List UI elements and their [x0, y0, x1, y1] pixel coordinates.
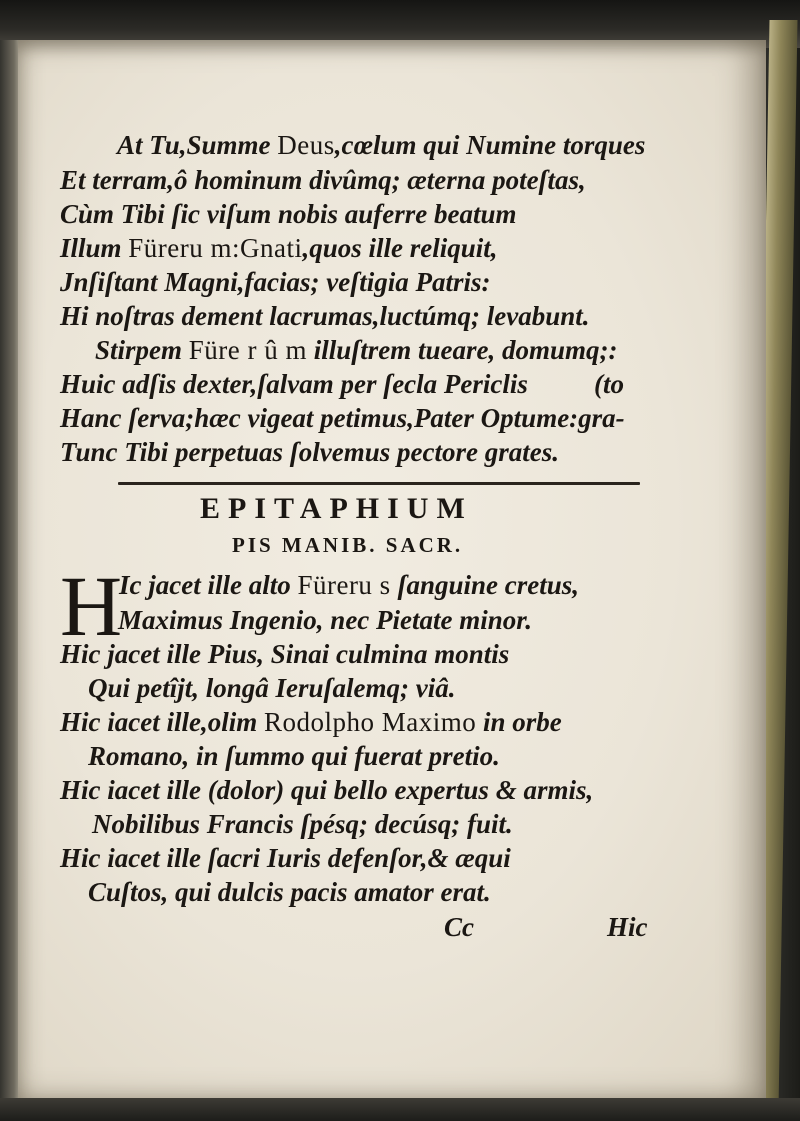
verse-line-5 — [60, 269, 490, 296]
family-name: Füre r û m — [188, 335, 307, 365]
signature-mark: Cc — [444, 912, 474, 942]
verse-text: Illum — [60, 233, 129, 263]
verse-line-4 — [60, 235, 498, 262]
epitaph-line-3 — [60, 641, 509, 668]
verse-line-8 — [60, 371, 528, 398]
verse-line-9 — [60, 405, 625, 432]
verse-text: (to — [594, 369, 624, 399]
verse-line-10 — [60, 439, 559, 466]
epitaph-text: Hic iacet ille (dolor) qui bello expertus & armis, — [60, 775, 594, 805]
family-name: Füreru s — [297, 570, 391, 600]
epitaph-text: in orbe — [476, 707, 562, 737]
epitaph-line-1 — [119, 572, 579, 599]
verse-text: Cùm Tibi ſic viſum nobis auferre beatum — [60, 199, 517, 229]
book-gutter — [0, 40, 20, 1100]
epitaph-text: Cuſtos, qui dulcis pacis amator erat. — [88, 877, 491, 907]
verse-text: Hanc ſerva;hæc vigeat petimus,Pater Optume:gra- — [60, 403, 625, 433]
epitaph-text: Romano, in ſummo qui fuerat pretio. — [88, 741, 500, 771]
epitaph-line-7 — [60, 777, 593, 804]
verse-text: Hi noſtras dement lacrumas,luctúmq; levabunt. — [60, 301, 590, 331]
verse-text: ,cœlum qui Numine torques — [334, 130, 646, 160]
epitaph-text: Hic iacet ille ſacri Iuris defenſor,& æqui — [60, 843, 511, 873]
person-name: Rodolpho Maximo — [263, 707, 477, 737]
verse-line-8-turnover — [594, 371, 624, 398]
book-binding-shadow-bottom — [0, 1098, 800, 1121]
verse-line-1 — [117, 132, 645, 159]
epitaph-line-8 — [92, 811, 513, 838]
drop-capital: H — [60, 558, 123, 654]
epitaph-title: EPITAPHIUM — [200, 492, 473, 525]
verse-text: Jnſiſtant Magni,facias; veſtigia Patris: — [60, 267, 491, 297]
epitaph-text: Ic jacet ille alto — [119, 570, 298, 600]
epitaph-line-10 — [88, 879, 491, 906]
verse-line-7 — [95, 337, 618, 364]
epitaph-line-2 — [118, 607, 532, 634]
verse-text: illuſtrem tueare, domumq;: — [307, 335, 618, 365]
verse-text: Tunc Tibi perpetuas ſolvemus pectore grates. — [60, 437, 559, 467]
divine-name: Deus — [277, 130, 335, 160]
epitaph-text: Qui petîjt, longâ Ieruſalemq; viâ. — [88, 673, 456, 703]
verse-text: ,quos ille reliquit, — [302, 233, 498, 263]
verse-text: At Tu,Summe — [117, 130, 278, 160]
epitaph-text: Hic iacet ille,olim — [60, 707, 264, 737]
gnati-word: Gnati — [240, 233, 303, 263]
verse-text: : — [232, 233, 241, 263]
epitaph-text: Nobilibus Francis ſpésq; decúsq; fuit. — [92, 809, 513, 839]
verse-text: Et terram,ô hominum divûmq; æterna poteſtas, — [60, 165, 586, 195]
epitaph-line-4 — [88, 675, 456, 702]
epitaph-text: Maximus Ingenio, nec Pietate minor. — [118, 605, 533, 635]
epitaph-text: Hic jacet ille Pius, Sinai culmina montis — [60, 639, 510, 669]
horizontal-rule — [118, 482, 640, 485]
verse-text: Huic adſis dexter,ſalvam per ſecla Periclis — [60, 369, 528, 399]
verse-text: Stirpem — [95, 335, 189, 365]
catchword: Hic — [607, 912, 648, 942]
epitaph-text: ſanguine cretus, — [390, 570, 579, 600]
epitaph-line-6 — [88, 743, 500, 770]
family-name: Füreru m — [128, 233, 233, 263]
verse-line-2 — [60, 167, 586, 194]
epitaph-line-5 — [60, 709, 562, 736]
epitaph-line-9 — [60, 845, 511, 872]
epitaph-subtitle: PIS MANIB. SACR. — [232, 533, 464, 557]
verse-line-6 — [60, 303, 590, 330]
verse-line-3 — [60, 201, 517, 228]
